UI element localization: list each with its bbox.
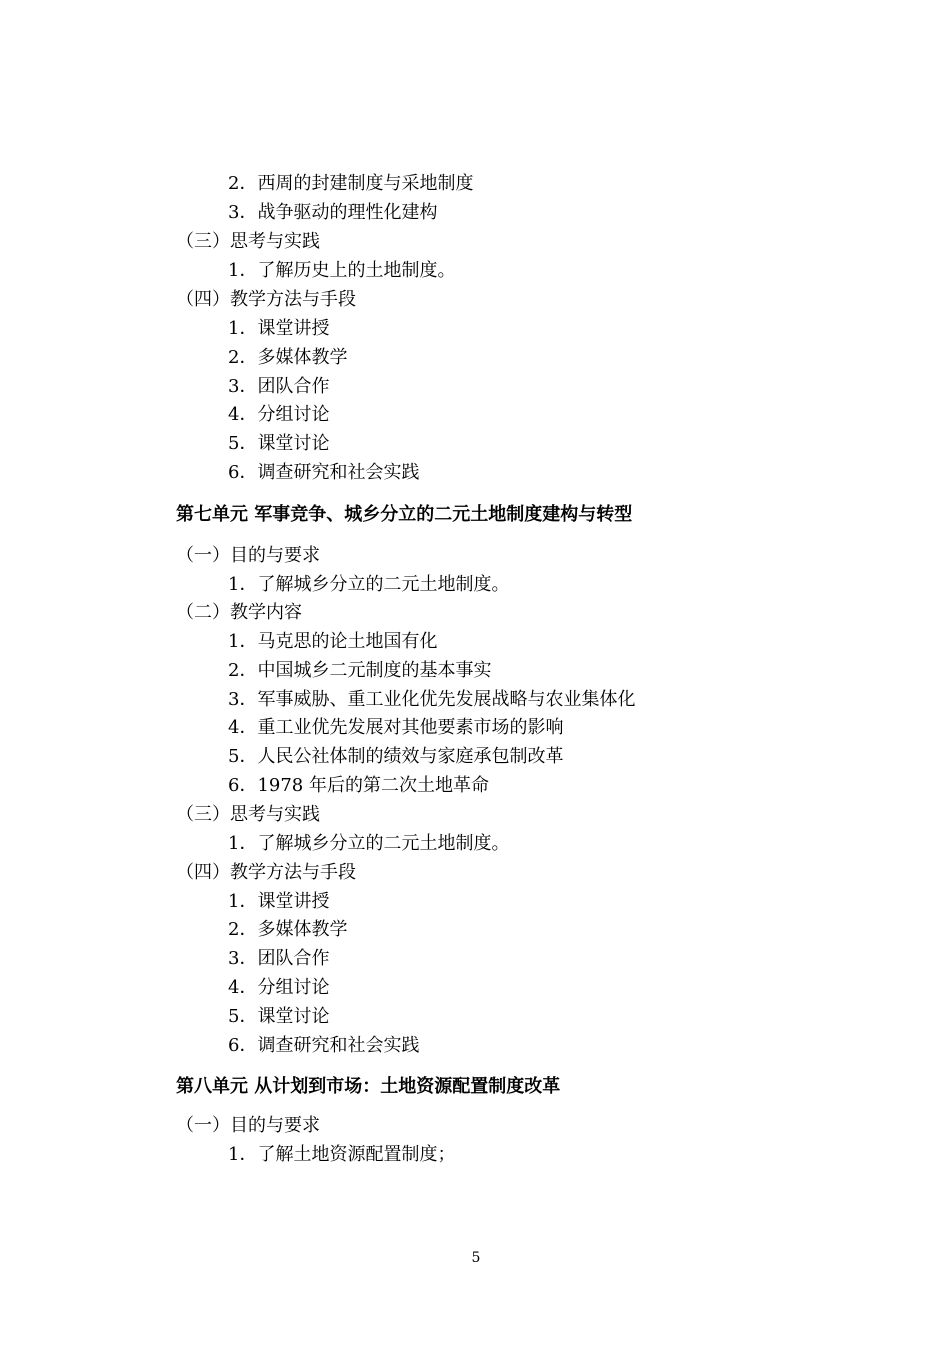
subsection-heading: （一）目的与要求: [176, 1115, 320, 1136]
list-item: 4．重工业优先发展对其他要素市场的影响: [228, 717, 564, 738]
list-item: 1．了解历史上的土地制度。: [228, 260, 456, 281]
subsection-heading: （四）教学方法与手段: [176, 862, 356, 883]
list-item: 6．1978 年后的第二次土地革命: [228, 775, 489, 796]
list-item: 2．多媒体教学: [228, 347, 348, 368]
list-item: 1．课堂讲授: [228, 318, 330, 339]
list-item: 6．调查研究和社会实践: [228, 1035, 420, 1056]
list-item: 2．中国城乡二元制度的基本事实: [228, 660, 492, 681]
list-item: 6．调查研究和社会实践: [228, 462, 420, 483]
list-item: 2．西周的封建制度与采地制度: [228, 173, 474, 194]
list-item: 1．了解城乡分立的二元土地制度。: [228, 574, 510, 595]
list-item: 4．分组讨论: [228, 404, 330, 425]
subsection-heading: （四）教学方法与手段: [176, 289, 356, 310]
list-item: 3．军事威胁、重工业化优先发展战略与农业集体化: [228, 689, 636, 710]
list-item: 1．课堂讲授: [228, 891, 330, 912]
list-item: 4．分组讨论: [228, 977, 330, 998]
subsection-heading: （三）思考与实践: [176, 231, 320, 252]
list-item: 5．课堂讨论: [228, 433, 330, 454]
list-item: 2．多媒体教学: [228, 919, 348, 940]
subsection-heading: （一）目的与要求: [176, 545, 320, 566]
list-item: 3．团队合作: [228, 376, 330, 397]
list-item: 5．人民公社体制的绩效与家庭承包制改革: [228, 746, 564, 767]
list-item: 1．了解城乡分立的二元土地制度。: [228, 833, 510, 854]
subsection-heading: （三）思考与实践: [176, 804, 320, 825]
list-item: 1．马克思的论土地国有化: [228, 631, 438, 652]
list-item: 5．课堂讨论: [228, 1006, 330, 1027]
unit-title: 第八单元 从计划到市场：土地资源配置制度改革: [176, 1076, 561, 1097]
list-item: 1．了解土地资源配置制度；: [228, 1144, 456, 1165]
list-item: 3．战争驱动的理性化建构: [228, 202, 438, 223]
list-item: 3．团队合作: [228, 948, 330, 969]
page-number: 5: [471, 1250, 481, 1266]
subsection-heading: （二）教学内容: [176, 602, 302, 623]
unit-title: 第七单元 军事竞争、城乡分立的二元土地制度建构与转型: [176, 504, 633, 525]
